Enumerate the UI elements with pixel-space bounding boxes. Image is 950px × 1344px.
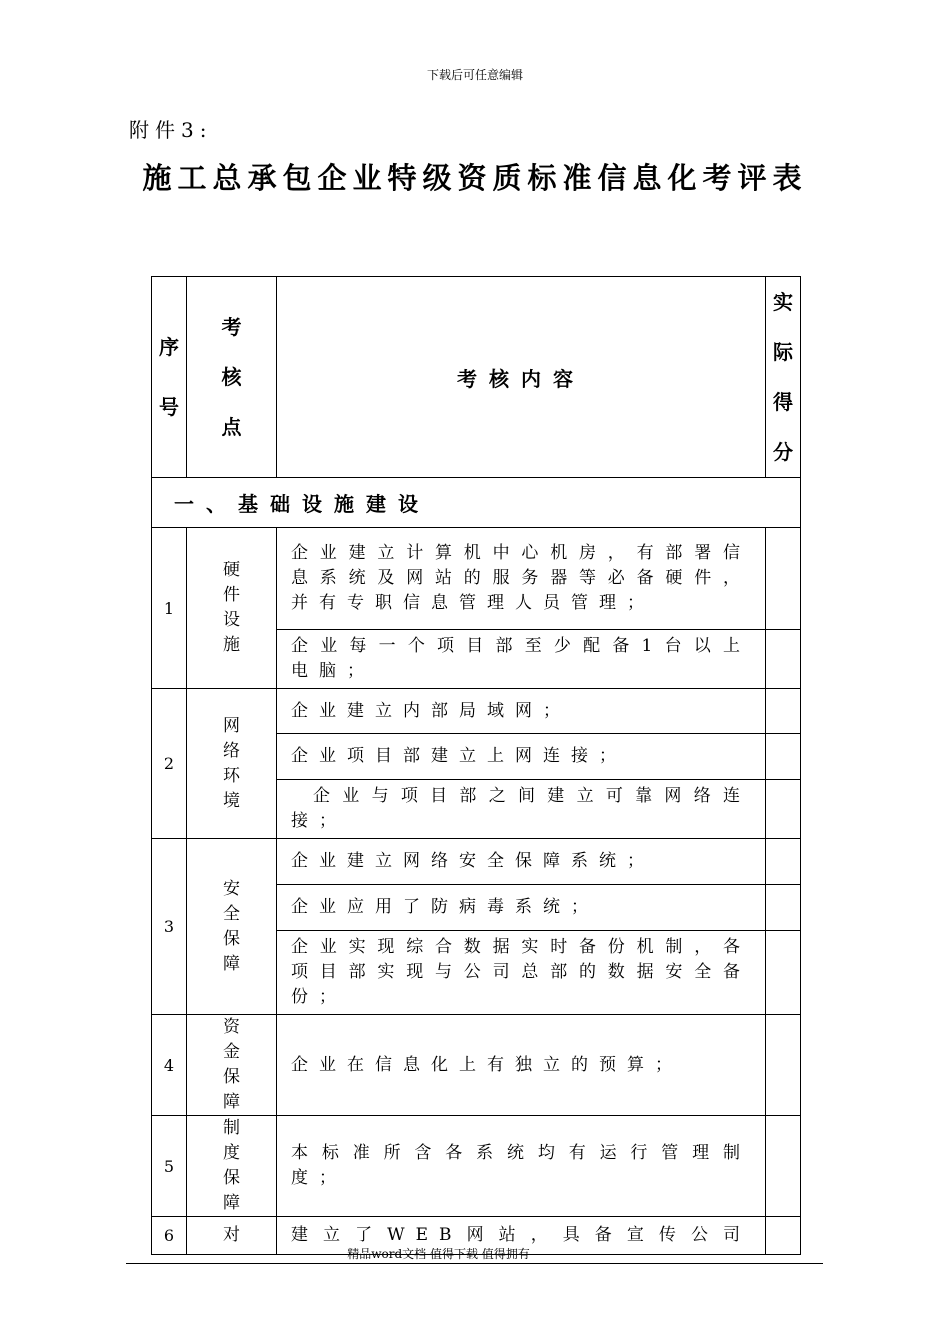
row-point	[187, 839, 277, 1015]
header-score-char: 际	[773, 340, 793, 364]
row-content: 企业应用了防病毒系统；	[277, 885, 766, 931]
header-seq	[152, 277, 187, 478]
row-content: 企业建立内部局域网；	[277, 689, 766, 734]
score-cell	[766, 885, 801, 931]
point-char: 件	[223, 585, 240, 605]
header-point	[187, 277, 277, 478]
row-content: 建立了WEB网站，具备宣传公司	[277, 1217, 766, 1255]
point-char: 保	[223, 1067, 240, 1087]
header-point-char: 考	[221, 315, 242, 339]
row-content: 企业每一个项目部至少配备1台以上电脑；	[277, 630, 766, 689]
point-char: 保	[223, 928, 240, 949]
score-cell	[766, 931, 801, 1015]
header-point-char: 点	[221, 415, 242, 439]
point-char: 全	[223, 903, 240, 924]
row-content: 企业实现综合数据实时备份机制，各项目部实现与公司总部的数据安全备份；	[277, 931, 766, 1015]
score-cell	[766, 689, 801, 734]
row-content: 本标准所含各系统均有运行管理制度；	[277, 1116, 766, 1217]
table-row	[152, 528, 801, 630]
row-seq: 6	[152, 1217, 187, 1255]
row-seq: 1	[152, 528, 187, 689]
section-title: 一、基础设施建设	[152, 478, 801, 528]
document-title: 施工总承包企业特级资质标准信息化考评表	[142, 161, 808, 195]
evaluation-table	[151, 276, 801, 1255]
row-seq: 5	[152, 1116, 187, 1217]
row-content: 企业项目部建立上网连接；	[277, 734, 766, 780]
point-char: 障	[223, 1193, 240, 1213]
point-char: 金	[223, 1042, 240, 1062]
point-char: 施	[223, 635, 240, 655]
point-char: 安	[223, 878, 240, 899]
point-char: 设	[223, 610, 240, 630]
footer-text: ----------------------------精品word文档 值得下载 值得拥有----------------------------------------------	[233, 1247, 717, 1261]
row-content: 企业建立网络安全保障系统；	[277, 839, 766, 885]
table-row	[152, 689, 801, 734]
row-point	[187, 1116, 277, 1217]
row-point	[187, 528, 277, 689]
table-row	[152, 1116, 801, 1217]
point-char: 环	[223, 765, 240, 786]
table-row	[152, 839, 801, 885]
header-score-char: 分	[773, 440, 793, 464]
row-point	[187, 1015, 277, 1116]
point-char: 制	[223, 1118, 240, 1138]
score-cell	[766, 839, 801, 885]
score-cell	[766, 734, 801, 780]
point-char: 境	[223, 790, 240, 811]
row-content: 企业与项目部之间建立可靠网络连接；	[277, 780, 766, 839]
point-char: 硬	[223, 560, 240, 580]
header-content: 考核内容	[277, 277, 766, 478]
header-seq-char: 序	[159, 335, 179, 359]
footer-rule	[126, 1263, 823, 1264]
score-cell	[766, 780, 801, 839]
section-row	[152, 478, 801, 528]
header-score	[766, 277, 801, 478]
row-content: 企业在信息化上有独立的预算；	[277, 1015, 766, 1116]
header-score-char: 得	[773, 390, 793, 414]
point-char: 资	[223, 1017, 240, 1037]
header-seq-char: 号	[159, 395, 179, 419]
point-char: 度	[223, 1143, 240, 1163]
point-char: 网	[223, 715, 240, 736]
row-seq: 4	[152, 1015, 187, 1116]
table-header-row	[152, 277, 801, 478]
row-point	[187, 689, 277, 839]
row-content: 企业建立计算机中心机房，有部署信息系统及网站的服务器等必备硬件，并有专职信息管理人员管理；	[277, 528, 766, 630]
point-char: 障	[223, 1092, 240, 1112]
score-cell	[766, 1015, 801, 1116]
table-row	[152, 1015, 801, 1116]
header-note: 下载后可任意编辑	[426, 68, 523, 82]
score-cell	[766, 528, 801, 630]
point-char: 对	[223, 1225, 240, 1245]
header-point-char: 核	[221, 365, 242, 389]
row-seq: 3	[152, 839, 187, 1015]
row-seq: 2	[152, 689, 187, 839]
score-cell	[766, 1116, 801, 1217]
point-char: 保	[223, 1168, 240, 1188]
score-cell	[766, 630, 801, 689]
point-char: 络	[223, 740, 240, 761]
header-score-char: 实	[773, 290, 793, 314]
point-char: 障	[223, 953, 240, 974]
attachment-label: 附件3:	[129, 118, 213, 142]
